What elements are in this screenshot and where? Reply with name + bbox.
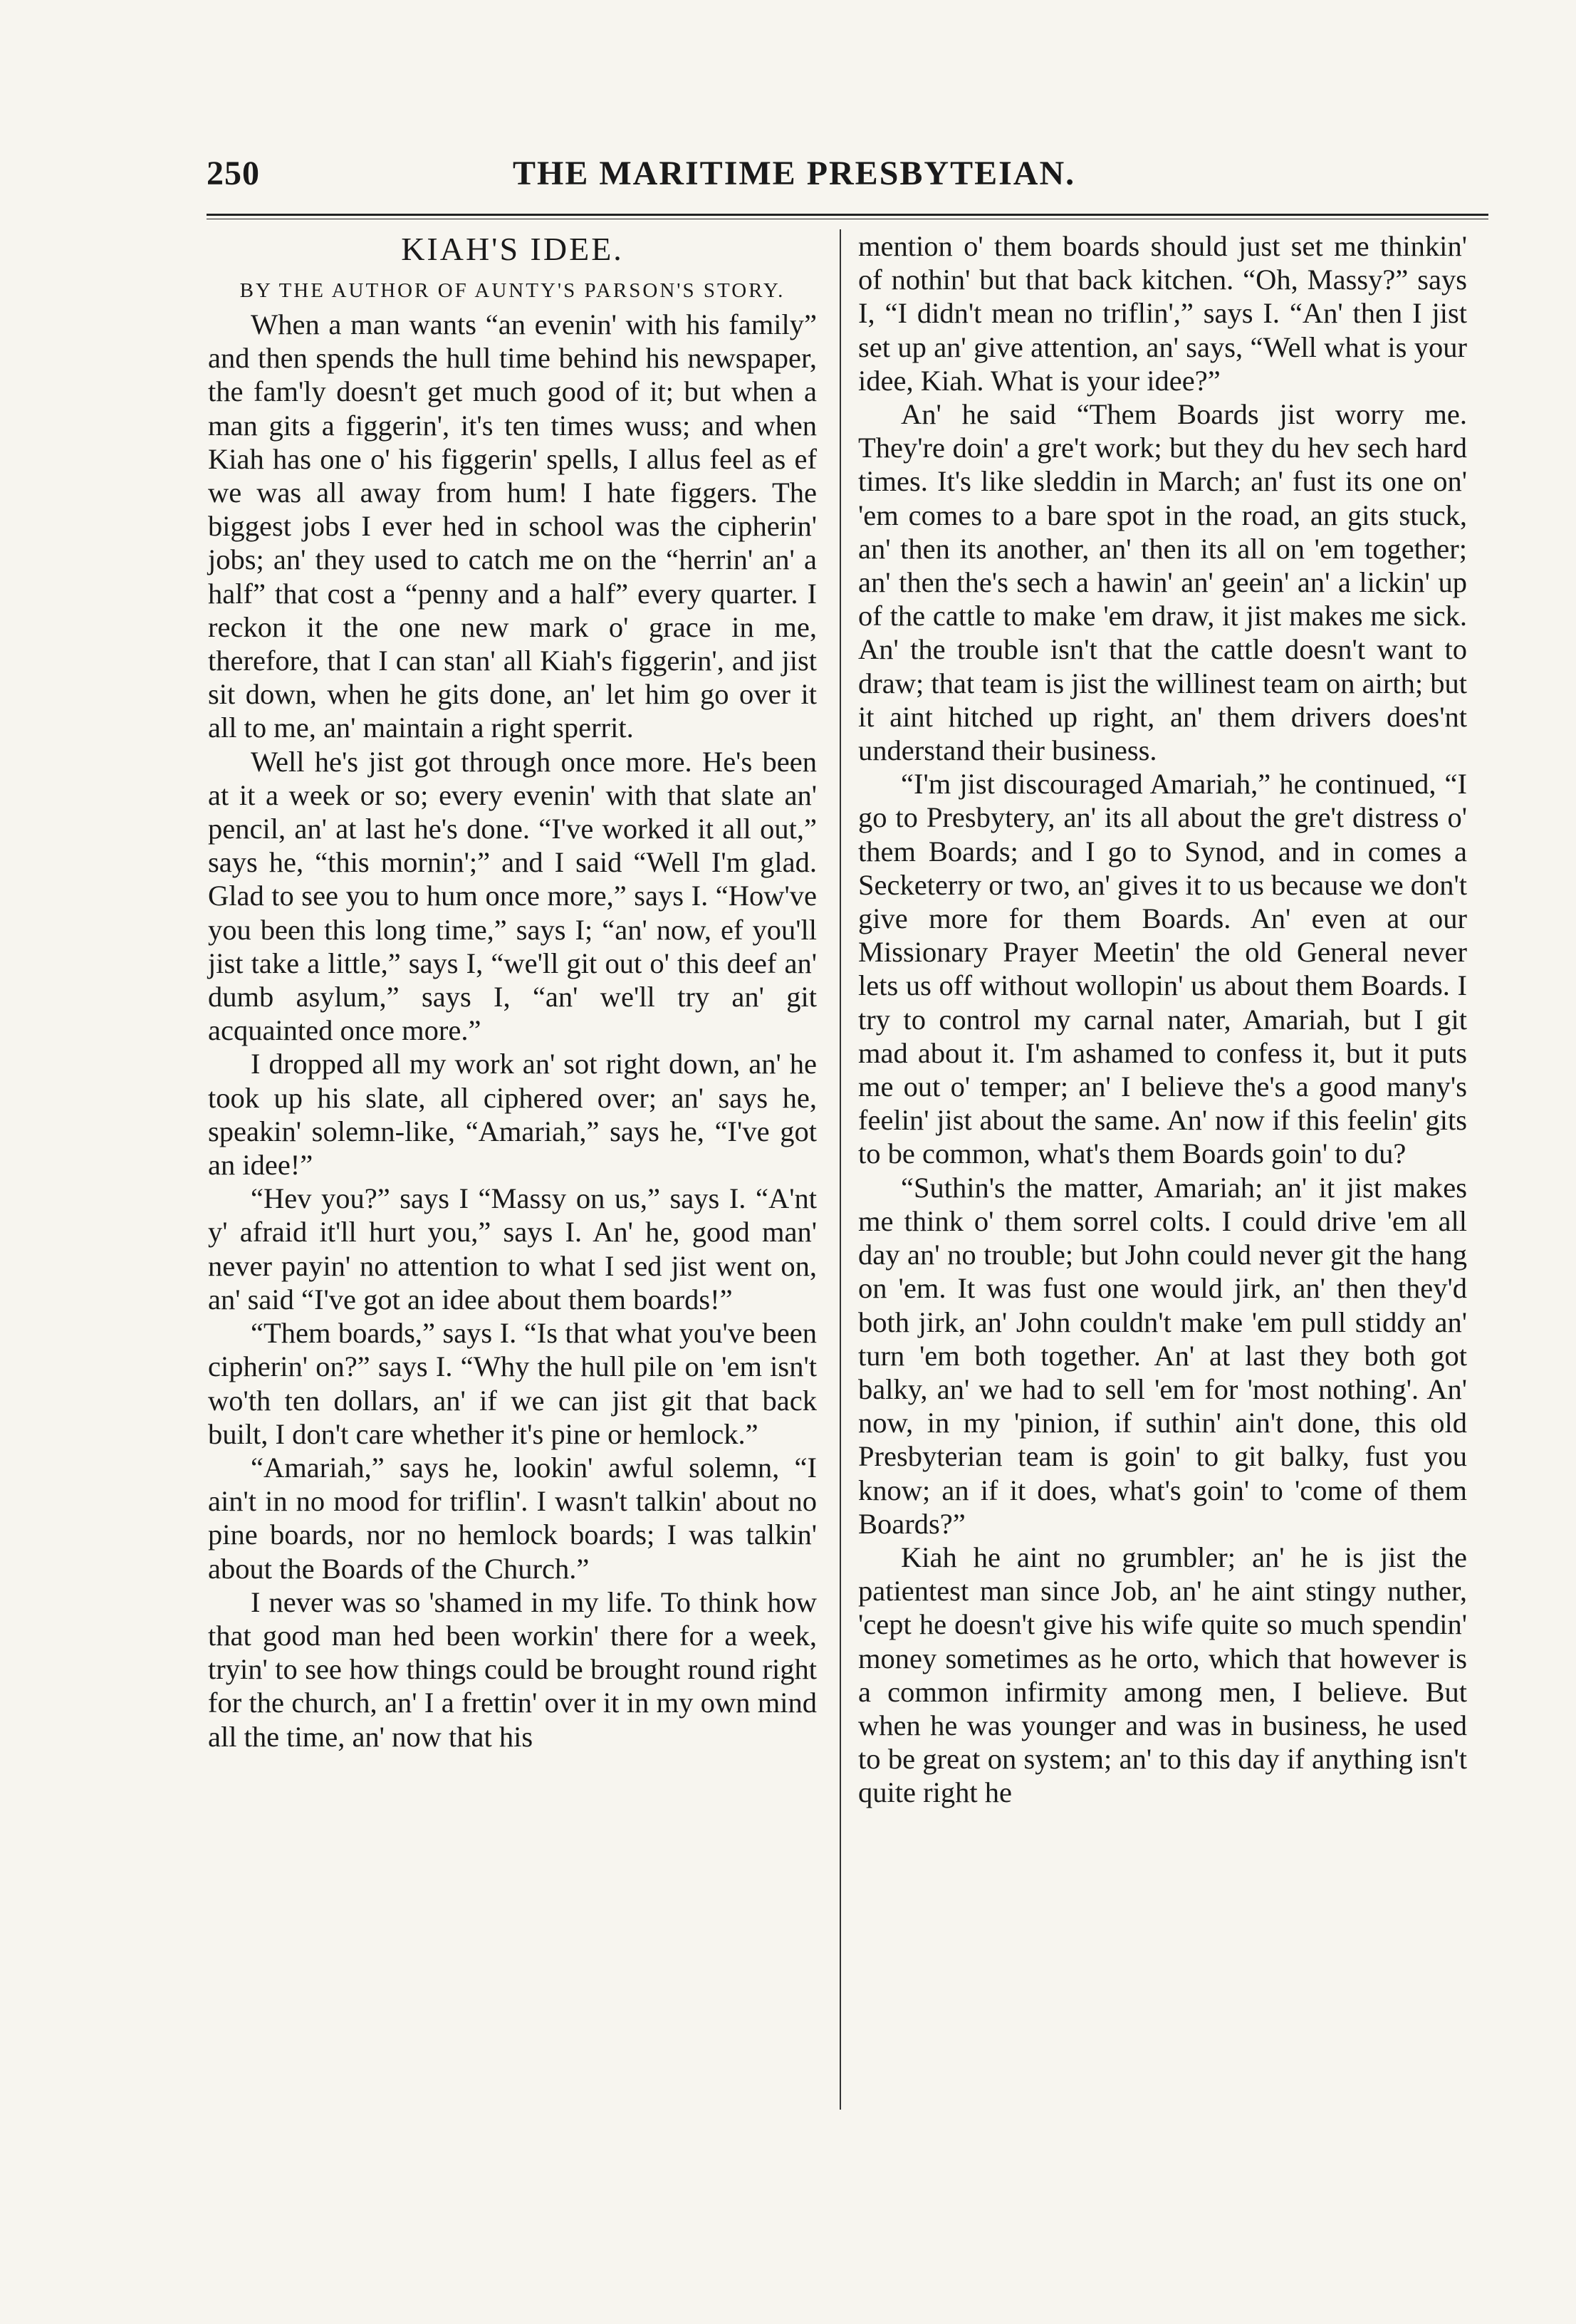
paragraph: When a man wants “an evenin' with his family” and then spends the hull time behind his newspaper, the fam'ly doesn't get much good of it; but when a man gits a figgerin', it's ten times wuss; and when Kiah has one o' his figgerin' spells, I allus feel as ef we was all away from hum! I hate figgers. The biggest jobs I ever hed in school was the cipherin' jobs; an' they used to catch me on the “herrin' an' a half” that cost a “penny and a half” every quarter. I reckon it the one new mark o' grace in me, therefore, that I can stan' all Kiah's figgerin', and jist sit down, when he gits done, an' let him go over it all to me, an' maintain a right sperrit. [208,308,817,744]
paragraph: “Suthin's the matter, Amariah; an' it jist makes me think o' them sorrel colts. I could drive 'em all day an' no trouble; but John could never git the hang on 'em. It was fust one would jirk, an' then they'd both jirk, an' John couldn't make 'em pull stiddy an' turn 'em both together. An' at last they both got balky, an' we had to sell 'em for 'most nothing'. An' now, in my 'pinion, if suthin' ain't done, this old Presbyterian team is goin' to git balky, fust you know; an if it does, what's goin' to 'come of them Boards?” [858,1171,1467,1540]
paragraph: Kiah he aint no grumbler; an' he is jist the patientest man since Job, an' he aint stingy nuther, 'cept he doesn't give his wife quite so much spendin' money sometimes as he orto, which that however is a common infirmity among men, I believe. But when he was younger and was in business, he used to be great on system; an' to this day if anything isn't quite right he [858,1541,1467,1809]
header-rule [207,214,1488,219]
journal-title: THE MARITIME PRESBYTEIAN. [513,155,1076,192]
right-column [858,229,1467,1810]
paragraph: Well he's jist got through once more. He's been at it a week or so; every evenin' with that slate an' pencil, an' at last he's done. “I've worked it all out,” says he, “this mornin';” and I said “Well I'm glad. Glad to see you to hum once more,” says I. “How've you been this long time,” says I; “an' now, ef you'll jist take a little,” says I, “we'll git out o' this deef an' dumb asylum,” says I, “an' we'll try an' git acquainted once more.” [208,745,817,1047]
paragraph: “Amariah,” says he, lookin' awful solemn, “I ain't in no mood for triflin'. I wasn't talkin' about no pine boards, nor no hemlock boards; I was talkin' about the Boards of the Church.” [208,1451,817,1585]
paragraph: I never was so 'shamed in my life. To think how that good man hed been workin' there for a week, tryin' to see how things could be brought round right for the church, an' I a frettin' over it in my own mind all the time, an' now that his [208,1585,817,1753]
paragraph: “I'm jist discouraged Amariah,” he continued, “I go to Presbytery, an' its all about the gre't distress o' them Boards; and I go to Synod, and in comes a Secketerry or two, an' gives it to us because we don't give more for them Boards. An' even at our Missionary Prayer Meetin' the old General never lets us off without wollopin' us about them Boards. I try to control my carnal nater, Amariah, but I git mad about it. I'm ashamed to confess it, but it puts me out o' temper; an' I believe the's a good many's feelin' jist about the same. An' now if this feelin' gits to be common, what's them Boards goin' to du? [858,768,1467,1170]
left-column [208,229,817,1754]
paragraph: “Them boards,” says I. “Is that what you've been cipherin' on?” says I. “Why the hull pile on 'em isn't wo'th ten dollars, an' if we can jist git that back built, I don't care whether it's pine or hemlock.” [208,1317,817,1450]
paragraph: I dropped all my work an' sot right down, an' he took up his slate, all ciphered over; an' says he, speakin' solemn-like, “Amariah,” says he, “I've got an idee!” [208,1048,817,1182]
article-title: KIAH'S IDEE. [401,231,624,267]
column-divider [840,229,841,2110]
paragraph: “Hev you?” says I “Massy on us,” says I. “A'nt y' afraid it'll hurt you,” says I. An' he, good man' never payin' no attention to what I sed jist went on, an' said “I've got an idee about them boards!” [208,1182,817,1315]
paragraph-continued: mention o' them boards should just set me thinkin' of nothin' but that back kitchen. “Oh, Massy?” says I, “I didn't mean no triflin',” says I. “An' then I jist set up an' give attention, an' says, “Well what is your idee, Kiah. What is your idee?” [858,230,1467,397]
page-number: 250 [207,155,260,192]
paragraph: An' he said “Them Boards jist worry me. They're doin' a gre't work; but they du hev sech hard times. It's like sleddin in March; an' fust its one on' 'em comes to a bare spot in the road, an gits stuck, an' then its another, an' then its all on 'em together; an' then the's sech a hawin' an' geein' an' a lickin' up of the cattle to make 'em draw, it jist makes me sick. An' the trouble isn't that the cattle doesn't want to draw; that team is jist the willinest team on airth; but it aint hitched up right, an' them drivers does'nt understand their business. [858,398,1467,767]
article-byline: BY THE AUTHOR OF AUNTY'S PARSON'S STORY. [239,279,786,302]
